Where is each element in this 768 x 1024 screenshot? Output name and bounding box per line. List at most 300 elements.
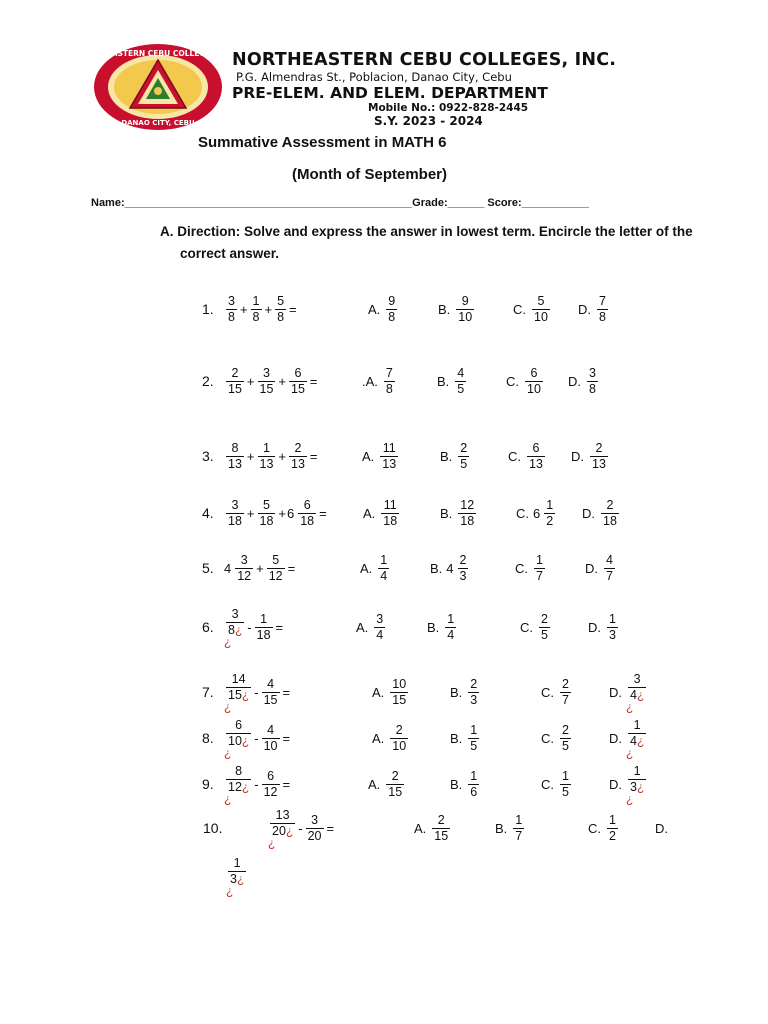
question-number: 3.: [202, 448, 214, 464]
fraction-numerator: 1: [262, 440, 270, 455]
option-letter: D.: [655, 820, 668, 836]
equals-sign: =: [282, 684, 291, 700]
fraction-numerator: 5: [272, 552, 280, 567]
option-fraction: [390, 724, 408, 753]
answer-option[interactable]: [495, 808, 526, 848]
glyph-marker: ¿: [224, 745, 232, 760]
option-fraction: [532, 295, 550, 324]
operator: +: [264, 301, 273, 317]
fraction-denominator: 8: [252, 309, 260, 324]
option-letter: C.: [588, 820, 601, 836]
option-letter: D.: [609, 730, 622, 746]
option-fraction: [468, 678, 479, 707]
fraction-denominator: 8: [277, 309, 285, 324]
fraction-numerator: 11: [382, 440, 396, 455]
fraction-group: [224, 765, 253, 804]
fraction-denominator: 3¿: [230, 871, 245, 886]
fraction-denominator: 8: [599, 309, 606, 324]
answer-option[interactable]: [582, 493, 621, 533]
option-fraction-group: [226, 857, 248, 896]
fraction-numerator: 3: [633, 671, 641, 686]
fraction-numerator: 5: [537, 293, 545, 308]
fraction-numerator: 3: [311, 812, 319, 827]
option-letter: A.: [363, 505, 376, 521]
school-header: [232, 50, 672, 128]
fraction-denominator: 5: [470, 738, 478, 753]
answer-option[interactable]: [541, 672, 573, 712]
option-fraction-group: [378, 442, 400, 471]
option-fraction-group: [626, 719, 648, 758]
fraction-numerator: 1: [609, 611, 616, 626]
glyph-marker: ¿: [226, 883, 234, 898]
option-letter: A.: [414, 820, 427, 836]
option-fraction: [597, 295, 608, 324]
fraction-denominator: 13: [228, 456, 242, 471]
operator: +: [256, 560, 264, 576]
fraction-group: [224, 673, 253, 712]
fraction-denominator: 18: [603, 513, 617, 528]
answer-option[interactable]: [356, 607, 387, 647]
question-expression: [224, 718, 291, 758]
fraction-group: [249, 295, 264, 324]
fraction-denominator: 10: [527, 381, 541, 396]
fraction-denominator: 13: [382, 456, 397, 471]
answer-option[interactable]: [655, 808, 672, 848]
fraction-numerator: 1: [546, 497, 554, 512]
option-letter: B.: [438, 301, 451, 317]
question-row: [0, 361, 768, 407]
option-letter: .A.: [362, 373, 378, 389]
option-letter: A.: [372, 684, 385, 700]
option-fraction-group: [558, 770, 573, 799]
fraction-denominator: 12: [237, 568, 252, 583]
fraction-numerator: 2: [395, 722, 403, 737]
fraction-group: [287, 442, 309, 471]
fraction-denominator: 15: [259, 381, 274, 396]
fraction-group: [273, 295, 288, 324]
fraction-numerator: 9: [461, 293, 469, 308]
fraction-group: [296, 499, 318, 528]
option-letter: D.: [609, 684, 622, 700]
option-fraction-group: [382, 367, 397, 396]
question-expression: [224, 289, 298, 329]
question-expression: [224, 493, 328, 533]
answer-option[interactable]: [588, 607, 620, 647]
option-fraction-group: [466, 724, 481, 753]
fraction-denominator: 3: [609, 627, 616, 642]
fraction-numerator: 14: [231, 671, 246, 686]
option-letter: B.: [450, 684, 463, 700]
option-fraction-group: [532, 554, 547, 583]
fraction-numerator: 6: [303, 497, 311, 512]
direction-block: [160, 221, 700, 265]
fraction-denominator: 13: [291, 456, 305, 471]
fraction-numerator: 2: [460, 440, 468, 455]
fraction-group: [265, 554, 287, 583]
operator: +: [278, 448, 286, 464]
option-fraction: [384, 367, 395, 396]
mobile-number: Mobile No.: 0922-828-2445: [368, 102, 529, 114]
answer-option[interactable]: [427, 607, 458, 647]
fraction-numerator: 1: [380, 552, 388, 567]
option-fraction-group: [542, 499, 557, 528]
fraction-denominator: 20: [307, 828, 322, 843]
fraction-denominator: 18: [383, 513, 398, 528]
operator: +: [278, 505, 286, 521]
glyph-marker: ¿: [636, 779, 645, 794]
answer-option[interactable]: [450, 764, 481, 804]
fraction-group: [268, 809, 297, 848]
answer-option[interactable]: [450, 672, 481, 712]
question-expression: [224, 361, 319, 401]
answer-option[interactable]: [438, 289, 476, 329]
question-row: [0, 718, 768, 764]
option-fraction: [468, 770, 479, 799]
glyph-marker: ¿: [234, 622, 243, 637]
operator: -: [254, 730, 259, 746]
fraction-denominator: 8: [589, 381, 596, 396]
fraction: [258, 499, 276, 528]
fraction-numerator: 2: [294, 440, 302, 455]
glyph-marker: ¿: [285, 823, 294, 838]
fraction-denominator: 13: [259, 456, 274, 471]
option-letter: D.: [585, 560, 598, 576]
option-fraction: [455, 367, 466, 396]
operator: -: [254, 684, 259, 700]
option-letter: A.: [368, 301, 381, 317]
fraction: [306, 814, 324, 843]
question-row: [0, 436, 768, 482]
glyph-marker: ¿: [224, 699, 232, 714]
answer-option[interactable]: [515, 548, 547, 588]
option-letter: A.: [372, 730, 385, 746]
equals-sign: =: [282, 776, 291, 792]
fraction-denominator: 5: [460, 456, 468, 471]
fraction-group: [260, 724, 282, 753]
fraction-numerator: 1: [233, 855, 241, 870]
fraction: [289, 367, 307, 396]
answer-option[interactable]: [437, 361, 468, 401]
question-row: [0, 807, 768, 898]
option-letter: C.: [513, 301, 526, 317]
answer-option[interactable]: [372, 672, 410, 712]
fraction-numerator: 7: [599, 293, 606, 308]
answer-option[interactable]: [588, 808, 620, 848]
option-letter: B.: [450, 776, 463, 792]
option-fraction-group: [511, 814, 526, 843]
fraction-numerator: 1: [470, 768, 478, 783]
fraction-numerator: 2: [391, 768, 399, 783]
fraction-denominator: 18: [256, 627, 271, 642]
answer-option[interactable]: [506, 361, 545, 401]
document-subtitle: (Month of September): [292, 166, 447, 183]
option-letter: C.: [541, 776, 554, 792]
fraction-numerator: 13: [275, 807, 290, 822]
option-fraction: [445, 613, 456, 642]
question-row: [0, 548, 768, 594]
glyph-marker: ¿: [241, 687, 250, 702]
option-fraction: [628, 719, 646, 748]
fraction-denominator: 4¿: [630, 687, 645, 702]
answer-option[interactable]: [609, 672, 648, 712]
option-fraction: [378, 554, 389, 583]
option-fraction-group: [523, 367, 545, 396]
fraction-denominator: 6: [470, 784, 478, 799]
fraction-numerator: 1: [515, 812, 523, 827]
option-letter: C.: [515, 560, 528, 576]
fraction-denominator: 5: [562, 738, 569, 753]
fraction-numerator: 4: [267, 676, 275, 691]
fraction-numerator: 2: [459, 552, 467, 567]
glyph-marker: ¿: [241, 733, 250, 748]
fraction-numerator: 11: [383, 497, 397, 512]
glyph-marker: ¿: [626, 791, 634, 806]
fraction-numerator: 1: [609, 812, 616, 827]
fraction: [226, 719, 251, 748]
option-fraction-group: [456, 499, 478, 528]
answer-option[interactable]: [440, 493, 478, 533]
fraction: [262, 678, 280, 707]
option-fraction: [607, 613, 618, 642]
fraction-numerator: 2: [231, 365, 239, 380]
option-letter: C.: [516, 505, 529, 521]
fraction: [258, 442, 276, 471]
option-fraction: [601, 499, 619, 528]
fraction-numerator: 1: [260, 611, 268, 626]
answer-option[interactable]: [414, 808, 452, 848]
fraction-group: [224, 499, 246, 528]
option-fraction-group: [537, 613, 552, 642]
option-fraction-group: [602, 554, 617, 583]
answer-option[interactable]: [362, 436, 400, 476]
question-number: 8.: [202, 730, 214, 746]
fraction-group: [224, 367, 246, 396]
option-letter: B.: [437, 373, 450, 389]
direction-text: [160, 221, 700, 265]
fraction-group: [256, 367, 278, 396]
fraction: [226, 367, 244, 396]
answer-option[interactable]: [450, 718, 481, 758]
fraction-numerator: 3: [231, 606, 239, 621]
fraction-numerator: 8: [235, 763, 243, 778]
fraction: [289, 442, 307, 471]
answer-option[interactable]: [430, 548, 470, 588]
option-fraction-group: [379, 499, 401, 528]
fraction: [226, 499, 244, 528]
fraction-denominator: 10¿: [228, 733, 250, 748]
fraction-denominator: 18: [460, 513, 475, 528]
option-fraction-group: [525, 442, 547, 471]
option-letter: A.: [362, 448, 375, 464]
fraction-numerator: 1: [536, 552, 543, 567]
option-fraction-group: [466, 770, 481, 799]
fraction-denominator: 10: [392, 738, 407, 753]
answer-option-fraction: [226, 856, 248, 896]
fraction-denominator: 3¿: [630, 779, 645, 794]
question-number: 10.: [203, 820, 223, 836]
answer-option[interactable]: [508, 436, 547, 476]
glyph-marker: ¿: [224, 634, 232, 649]
operator: -: [254, 776, 259, 792]
answer-option[interactable]: [609, 718, 648, 758]
fraction-group: [260, 678, 282, 707]
question-number: 6.: [202, 619, 214, 635]
option-fraction: [468, 724, 479, 753]
fraction-denominator: 7: [515, 828, 523, 843]
option-fraction: [587, 367, 598, 396]
question-expression: [268, 808, 335, 848]
answer-option[interactable]: [513, 289, 552, 329]
fraction-group: [256, 442, 278, 471]
operator: +: [246, 373, 255, 389]
equals-sign: =: [287, 560, 296, 576]
fraction-numerator: 6: [530, 365, 538, 380]
fraction: [262, 770, 280, 799]
question-row: [0, 607, 768, 653]
fraction-numerator: 3: [376, 611, 384, 626]
fraction-denominator: 2: [546, 513, 554, 528]
option-fraction-group: [453, 367, 468, 396]
fraction-numerator: 3: [589, 365, 596, 380]
question-expression: [224, 436, 319, 476]
option-letter: C.: [520, 619, 533, 635]
school-logo: [77, 42, 239, 132]
option-fraction-group: [376, 554, 391, 583]
fraction-numerator: 2: [595, 440, 603, 455]
answer-option[interactable]: [541, 764, 573, 804]
fraction-denominator: 7: [562, 692, 569, 707]
fraction-denominator: 2: [609, 828, 616, 843]
question-expression: [224, 672, 291, 712]
fraction: [270, 809, 295, 838]
fraction-denominator: 15: [228, 381, 242, 396]
question-row: [0, 493, 768, 539]
fraction: [251, 295, 262, 324]
whole-number: 6: [533, 505, 541, 521]
option-fraction-group: [384, 295, 399, 324]
answer-option[interactable]: [541, 718, 573, 758]
equals-sign: =: [275, 619, 284, 635]
fraction-denominator: 4¿: [630, 733, 645, 748]
answer-option[interactable]: [571, 436, 610, 476]
fraction-denominator: 18: [228, 513, 242, 528]
answer-option[interactable]: [516, 493, 557, 533]
fraction-denominator: 10: [458, 309, 473, 324]
answer-option[interactable]: [578, 289, 610, 329]
fraction: [262, 724, 280, 753]
answer-option[interactable]: [440, 436, 471, 476]
fraction-denominator: 5: [457, 381, 465, 396]
fraction-denominator: 4: [376, 627, 384, 642]
fraction-numerator: 9: [388, 293, 396, 308]
option-fraction-group: [388, 724, 410, 753]
fraction-group: [224, 719, 253, 758]
answer-option[interactable]: [585, 548, 617, 588]
option-fraction-group: [384, 770, 406, 799]
fraction-numerator: 4: [457, 365, 465, 380]
fraction-denominator: 3: [459, 568, 467, 583]
fraction-denominator: 8: [228, 309, 235, 324]
fraction-denominator: 3: [470, 692, 478, 707]
fraction-numerator: 2: [470, 676, 478, 691]
answer-option[interactable]: [609, 764, 648, 804]
fraction-numerator: 6: [532, 440, 540, 455]
option-fraction-group: [558, 724, 573, 753]
option-fraction-group: [626, 673, 648, 712]
option-fraction: [628, 673, 646, 702]
fraction-denominator: 18: [300, 513, 315, 528]
question-number: 2.: [202, 373, 214, 389]
direction-label: A.: [160, 224, 174, 239]
fraction-denominator: 15: [392, 692, 407, 707]
fraction-numerator: 12: [460, 497, 475, 512]
answer-option[interactable]: [360, 548, 391, 588]
fraction: [226, 608, 244, 637]
answer-option[interactable]: [568, 361, 600, 401]
option-fraction-group: [588, 442, 610, 471]
option-fraction: [432, 814, 450, 843]
fraction-denominator: 4: [447, 627, 455, 642]
fraction-denominator: 5: [562, 784, 569, 799]
answer-option[interactable]: [363, 493, 401, 533]
fraction-numerator: 10: [392, 676, 407, 691]
whole-number: 4: [446, 560, 454, 576]
answer-option[interactable]: [368, 764, 406, 804]
option-letter: D.: [588, 619, 601, 635]
fraction-numerator: 1: [252, 293, 260, 308]
answer-option[interactable]: [520, 607, 552, 647]
option-letter: C.: [541, 684, 554, 700]
glyph-marker: ¿: [626, 699, 634, 714]
direction-body: Direction: Solve and express the answer in lowest term. Encircle the letter of the correct answer.: [177, 224, 693, 261]
question-number: 5.: [202, 560, 214, 576]
answer-option[interactable]: [362, 361, 397, 401]
fraction-denominator: 15: [434, 828, 449, 843]
glyph-marker: ¿: [224, 791, 232, 806]
fraction-numerator: 3: [231, 497, 239, 512]
department-name: PRE-ELEM. AND ELEM. DEPARTMENT: [232, 84, 548, 102]
fraction-group: [253, 613, 275, 642]
fraction-numerator: 2: [437, 812, 445, 827]
question-number: 1.: [202, 301, 214, 317]
option-fraction: [374, 613, 385, 642]
option-letter: D.: [609, 776, 622, 792]
fraction-numerator: 2: [606, 497, 614, 512]
operator: -: [298, 820, 303, 836]
answer-option[interactable]: [368, 289, 399, 329]
fraction: [298, 499, 316, 528]
option-letter: B.: [450, 730, 463, 746]
fraction-numerator: 4: [267, 722, 275, 737]
fraction-group: [260, 770, 282, 799]
fraction-denominator: 15: [291, 381, 305, 396]
student-info-line: Name:_______________________________________________Grade:______ Score:___________: [91, 197, 589, 209]
glyph-marker: ¿: [626, 745, 634, 760]
school-name: NORTHEASTERN CEBU COLLEGES, INC.: [232, 50, 617, 70]
option-fraction-group: [456, 554, 471, 583]
option-fraction: [525, 367, 543, 396]
fraction: [226, 295, 237, 324]
option-fraction-group: [605, 814, 620, 843]
option-fraction: [527, 442, 545, 471]
fraction-denominator: 12: [268, 568, 283, 583]
option-fraction: [458, 554, 469, 583]
answer-option[interactable]: [372, 718, 410, 758]
option-fraction: [456, 295, 474, 324]
fraction-denominator: 13: [592, 456, 606, 471]
option-fraction: [386, 295, 397, 324]
glyph-marker: ¿: [236, 871, 245, 886]
